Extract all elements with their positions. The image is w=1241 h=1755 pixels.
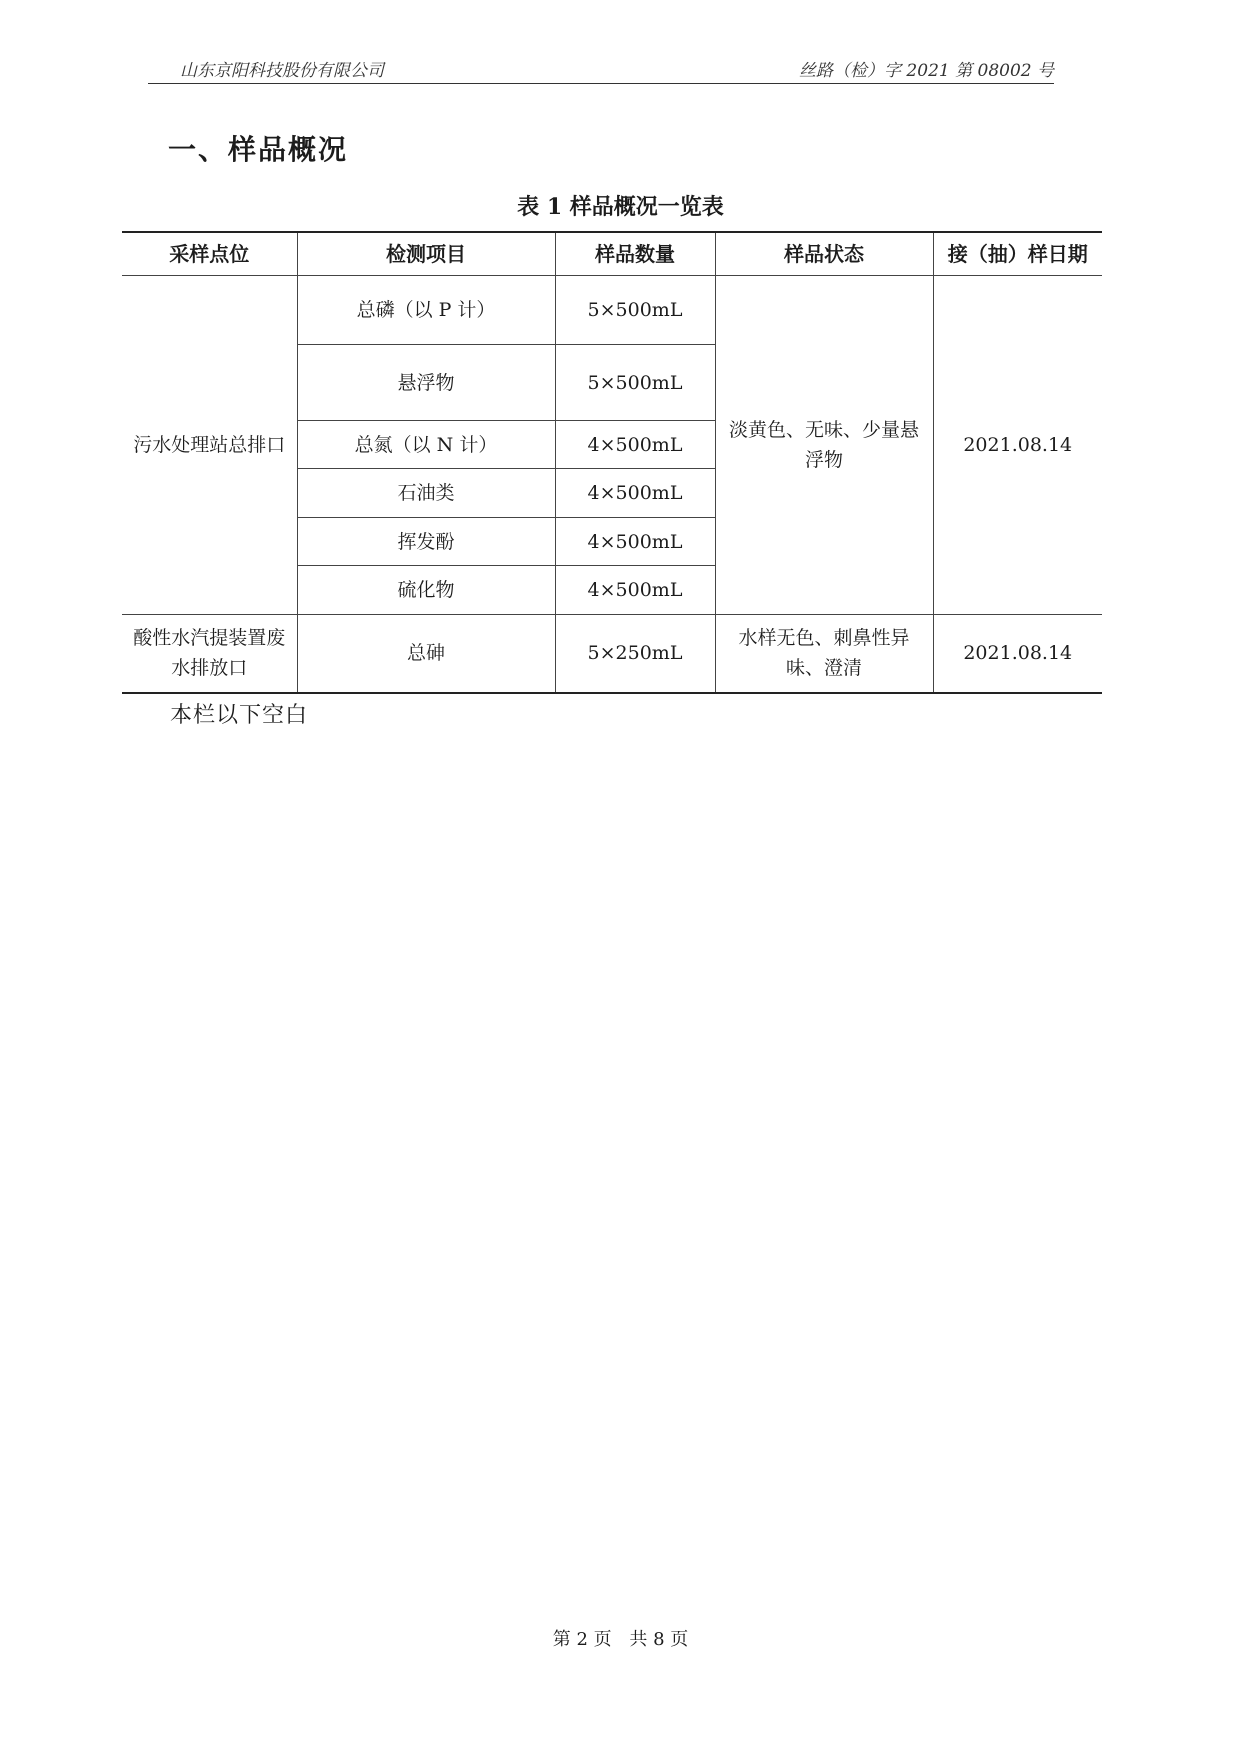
cell-test-item: 总砷: [297, 615, 555, 693]
cell-test-item: 挥发酚: [297, 518, 555, 566]
cell-test-item: 总氮（以 N 计）: [297, 421, 555, 469]
header-state: 样品状态: [715, 232, 933, 276]
cell-date: 2021.08.14: [933, 276, 1102, 615]
header-report-number: 丝路（检）字 2021 第 08002 号: [799, 61, 1054, 81]
sample-overview-table: [122, 231, 1102, 694]
cell-quantity: 4×500mL: [555, 469, 715, 518]
cell-location: 污水处理站总排口: [122, 276, 297, 615]
header-quantity: 样品数量: [555, 232, 715, 276]
cell-quantity: 4×500mL: [555, 421, 715, 469]
cell-quantity: 5×500mL: [555, 345, 715, 421]
cell-test-item: 悬浮物: [297, 345, 555, 421]
cell-date: 2021.08.14: [933, 615, 1102, 693]
page-number: 第 2 页: [552, 1629, 612, 1650]
table-header-row: [122, 232, 1102, 276]
header-test-item: 检测项目: [297, 232, 555, 276]
page-total: 共 8 页: [629, 1629, 689, 1650]
table-row: [122, 276, 1102, 345]
cell-quantity: 5×500mL: [555, 276, 715, 345]
cell-quantity: 4×500mL: [555, 518, 715, 566]
page-footer: [0, 1625, 1241, 1651]
cell-test-item: 总磷（以 P 计）: [297, 276, 555, 345]
cell-location: 酸性水汽提装置废水排放口: [122, 615, 297, 693]
header-company: 山东京阳科技股份有限公司: [180, 61, 384, 81]
cell-quantity: 4×500mL: [555, 566, 715, 615]
blank-below-note: 本栏以下空白: [170, 703, 309, 728]
cell-test-item: 硫化物: [297, 566, 555, 615]
header-date: 接（抽）样日期: [933, 232, 1102, 276]
table-title: 表 1 样品概况一览表: [517, 194, 724, 220]
header-location: 采样点位: [122, 232, 297, 276]
cell-test-item: 石油类: [297, 469, 555, 518]
section-title: 一、样品概况: [168, 133, 349, 166]
header-divider: [148, 83, 1054, 84]
cell-quantity: 5×250mL: [555, 615, 715, 693]
cell-state: 水样无色、刺鼻性异味、澄清: [715, 615, 933, 693]
table-row: [122, 615, 1102, 693]
cell-state: 淡黄色、无味、少量悬浮物: [715, 276, 933, 615]
